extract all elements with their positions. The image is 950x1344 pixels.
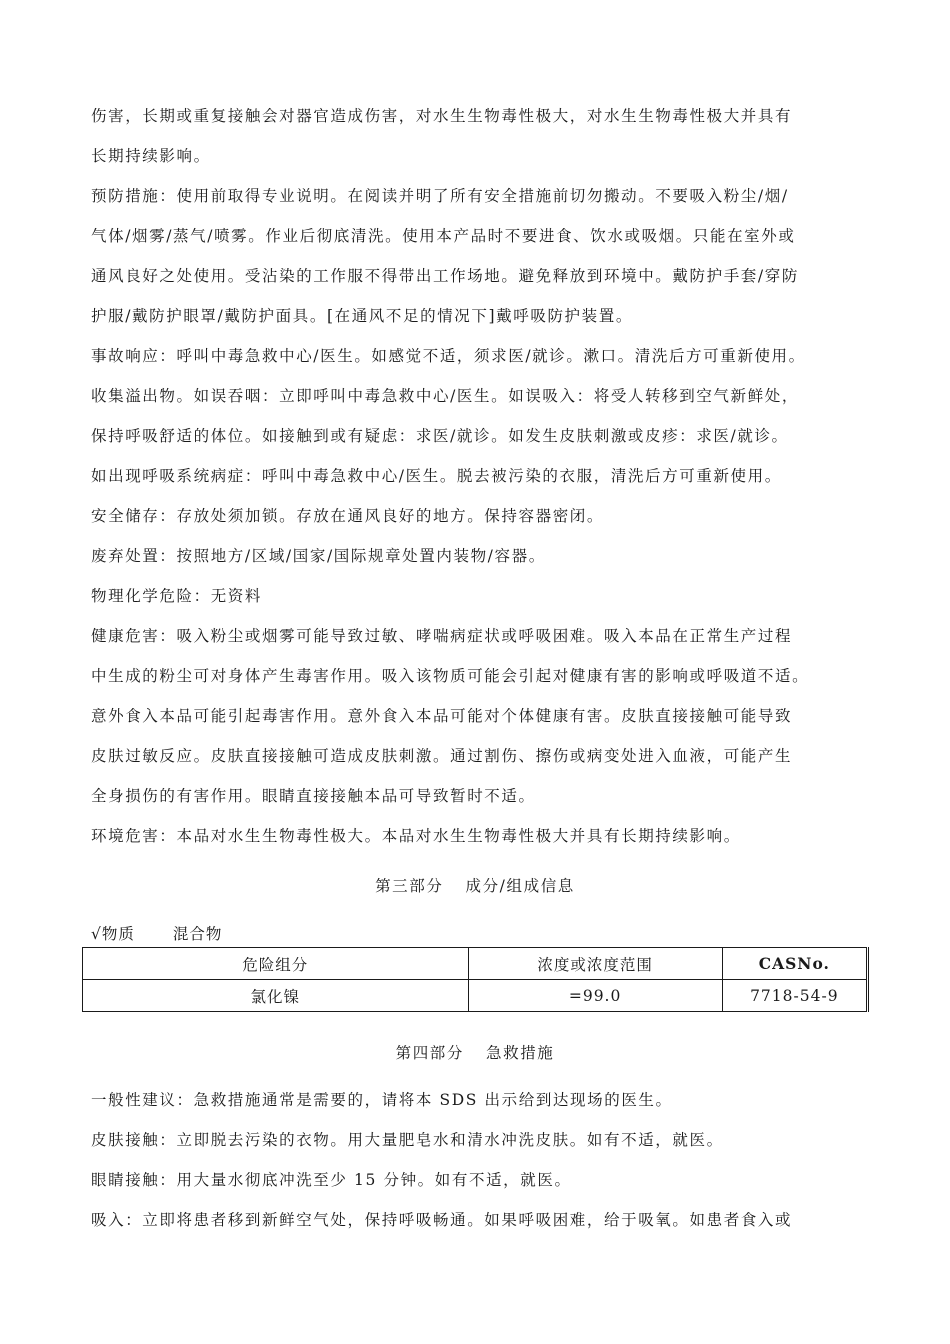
- cell-concentration: =99.0: [468, 980, 722, 1012]
- text-line: 一般性建议：急救措施通常是需要的，请将本 SDS 出示给到达现场的医生。: [91, 1091, 673, 1109]
- text-line: 皮肤接触：立即脱去污染的衣物。用大量肥皂水和清水冲洗皮肤。如有不适，就医。: [91, 1131, 724, 1149]
- text-line: 如出现呼吸系统病症：呼叫中毒急救中心/医生。脱去被污染的衣服，清洗后方可重新使用。: [91, 467, 782, 485]
- column-header-concentration: 浓度或浓度范围: [468, 948, 722, 980]
- table-row: [83, 980, 868, 1012]
- composition-table: [82, 947, 869, 1012]
- health-hazards: [91, 616, 881, 816]
- text-line: 护服/戴防护眼罩/戴防护面具。[在通风不足的情况下]戴呼吸防护装置。: [91, 307, 633, 325]
- safe-storage: [91, 496, 881, 536]
- section-3-part: 第三部分: [375, 877, 444, 895]
- disposal: [91, 536, 881, 576]
- mixture-label: 混合物: [172, 925, 223, 943]
- table-header-row: [83, 948, 868, 980]
- text-line: 健康危害：吸入粉尘或烟雾可能导致过敏、哮喘病症状或呼吸困难。吸入本品在正常生产过程: [91, 627, 793, 645]
- substance-type-row: [91, 922, 222, 944]
- skin-contact: [91, 1120, 881, 1160]
- text-line: 皮肤过敏反应。皮肤直接接触可造成皮肤刺激。通过割伤、擦伤或病变处进入血液，可能产生: [91, 747, 793, 765]
- text-line: 废弃处置：按照地方/区域/国家/国际规章处置内装物/容器。: [91, 547, 546, 565]
- text-line: 全身损伤的有害作用。眼睛直接接触本品可导致暂时不适。: [91, 787, 536, 805]
- text-line: 通风良好之处使用。受沾染的工作服不得带出工作场地。避免释放到环境中。戴防护手套/穿防: [91, 267, 799, 285]
- physical-chemical-hazards: [91, 576, 881, 616]
- general-advice: [91, 1080, 881, 1120]
- cell-component: 氯化镍: [83, 980, 469, 1012]
- accident-response: [91, 336, 881, 496]
- eye-contact: [91, 1160, 881, 1200]
- section-4-part: 第四部分: [395, 1044, 464, 1062]
- text-line: 保持呼吸舒适的体位。如接触到或有疑虑：求医/就诊。如发生皮肤刺激或皮疹：求医/就诊。: [91, 427, 789, 445]
- text-line: 长期持续影响。: [91, 147, 211, 165]
- text-line: 收集溢出物。如误吞咽：立即呼叫中毒急救中心/医生。如误吸入：将受人转移到空气新鲜处，: [91, 387, 799, 405]
- text-line: 中生成的粉尘可对身体产生毒害作用。吸入该物质可能会引起对健康有害的影响或呼吸道不适。: [91, 667, 810, 685]
- cell-cas-number: 7718-54-9: [722, 980, 867, 1012]
- text-line: 预防措施：使用前取得专业说明。在阅读并明了所有安全措施前切勿搬动。不要吸入粉尘/烟/: [91, 187, 789, 205]
- text-line: 意外食入本品可能引起毒害作用。意外食入本品可能对个体健康有害。皮肤直接接触可能导致: [91, 707, 793, 725]
- checkmark-icon: √: [91, 925, 102, 943]
- hazard-statements-continued: [91, 96, 881, 176]
- text-line: 吸入：立即将患者移到新鲜空气处，保持呼吸畅通。如果呼吸困难，给于吸氧。如患者食入或: [91, 1211, 793, 1229]
- text-line: 眼睛接触：用大量水彻底冲洗至少 15 分钟。如有不适，就医。: [91, 1171, 572, 1189]
- prevention-measures: [91, 176, 881, 336]
- text-line: 事故响应：呼叫中毒急救中心/医生。如感觉不适，须求医/就诊。漱口。清洗后方可重新使用。: [91, 347, 806, 365]
- text-line: 伤害，长期或重复接触会对器官造成伤害，对水生生物毒性极大，对水生生物毒性极大并具有: [91, 107, 793, 125]
- substance-label: 物质: [101, 925, 135, 943]
- inhalation: [91, 1200, 881, 1240]
- section-3-heading: [0, 874, 950, 896]
- section-4-title: 急救措施: [486, 1044, 555, 1062]
- environmental-hazards: [91, 816, 881, 856]
- section-3-title: 成分/组成信息: [465, 877, 575, 895]
- text-line: 安全储存：存放处须加锁。存放在通风良好的地方。保持容器密闭。: [91, 507, 605, 525]
- text-line: 环境危害：本品对水生生物毒性极大。本品对水生生物毒性极大并具有长期持续影响。: [91, 827, 741, 845]
- column-header-component: 危险组分: [83, 948, 469, 980]
- text-line: 物理化学危险：无资料: [91, 587, 263, 605]
- section-4-heading: [0, 1041, 950, 1063]
- column-header-cas: CASNo.: [722, 948, 867, 980]
- text-line: 气体/烟雾/蒸气/喷雾。作业后彻底清洗。使用本产品时不要进食、饮水或吸烟。只能在室外或: [91, 227, 796, 245]
